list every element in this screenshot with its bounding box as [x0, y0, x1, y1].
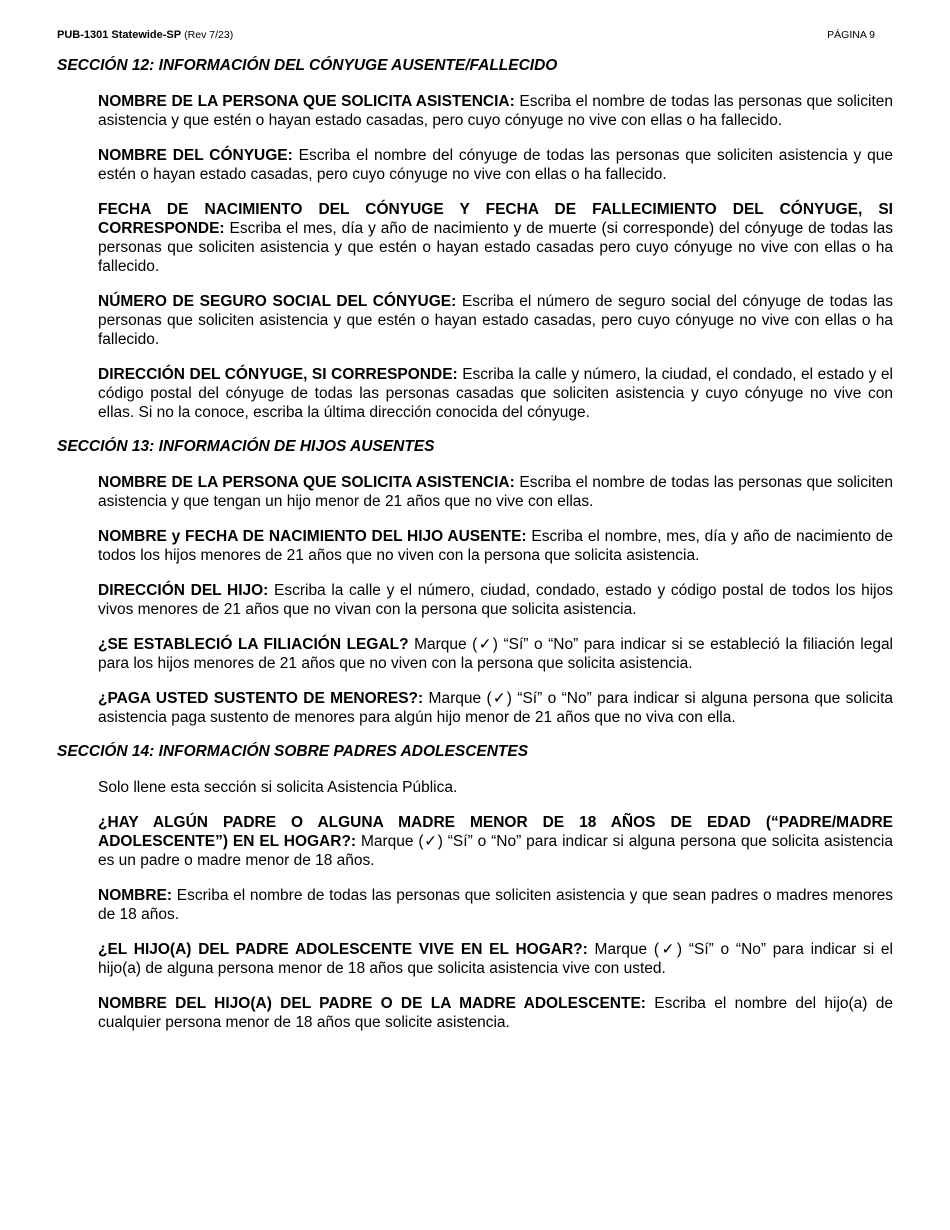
section-14-paragraph	[98, 940, 893, 978]
field-label: NOMBRE DEL HIJO(A) DEL PADRE O DE LA MADRE ADOLESCENTE:	[98, 995, 646, 1012]
document-body	[57, 56, 893, 1048]
field-description: Escriba el nombre de todas las personas que soliciten asistencia y que tengan un hijo menor de 21 años que no vive con ellas.	[98, 474, 893, 510]
section-12-paragraph	[98, 200, 893, 276]
section-13-paragraph	[98, 527, 893, 565]
field-description: Escriba el nombre de todas las personas que soliciten asistencia y que estén o hayan estado casadas, pero cuyo cónyuge no vive con ellas o ha fallecido.	[98, 93, 893, 129]
section-12-paragraph	[98, 292, 893, 349]
section-14-paragraph	[98, 994, 893, 1032]
field-description: Marque (✓) “Sí” o “No” para indicar si el hijo(a) de alguna persona menor de 18 años que solicita asistencia vive con usted.	[98, 941, 893, 977]
field-label: DIRECCIÓN DEL CÓNYUGE, SI CORRESPONDE:	[98, 366, 458, 383]
field-label: NOMBRE DE LA PERSONA QUE SOLICITA ASISTENCIA:	[98, 474, 515, 491]
section-12-paragraph	[98, 92, 893, 130]
section-13-paragraph	[98, 635, 893, 673]
field-description: Escriba el mes, día y año de nacimiento y de muerte (si corresponde) del cónyuge de todas las personas que soliciten asistencia y que estén o hayan estado casadas pero cuyo cónyuge no vive con ellas o ha fallecido.	[98, 220, 893, 275]
field-label: NOMBRE DEL CÓNYUGE:	[98, 147, 293, 164]
field-description: Escriba la calle y número, la ciudad, el condado, el estado y el código postal del cónyuge de todas las personas casadas que soliciten asistencia y cuyo cónyuge no vive con ellas. Si no la conoce, escriba la última dirección conocida del cónyuge.	[98, 366, 893, 421]
section-12-paragraph	[98, 146, 893, 184]
field-description: Marque (✓) “Sí” o “No” para indicar si alguna persona que solicita asistencia paga sustento de menores para algún hijo menor de 21 años que no viva con ella.	[98, 690, 893, 726]
field-label: NOMBRE y FECHA DE NACIMIENTO DEL HIJO AUSENTE:	[98, 528, 527, 545]
section-14-paragraph	[98, 886, 893, 924]
section-13-title: SECCIÓN 13: INFORMACIÓN DE HIJOS AUSENTES	[57, 438, 435, 455]
section-13-paragraph	[98, 689, 893, 727]
field-label: ¿EL HIJO(A) DEL PADRE ADOLESCENTE VIVE EN EL HOGAR?:	[98, 941, 588, 958]
section-14-title: SECCIÓN 14: INFORMACIÓN SOBRE PADRES ADOLESCENTES	[57, 743, 529, 760]
field-label: NOMBRE:	[98, 887, 173, 904]
revision-label: (Rev 7/23)	[184, 29, 234, 41]
section-12-title: SECCIÓN 12: INFORMACIÓN DEL CÓNYUGE AUSENTE/FALLECIDO	[57, 57, 558, 74]
field-label: ¿PAGA USTED SUSTENTO DE MENORES?:	[98, 690, 424, 707]
field-description: Escriba la calle y el número, ciudad, condado, estado y código postal de todos los hijos vivos menores de 21 años que no vivan con la persona que solicita asistencia.	[98, 582, 893, 618]
field-label: NOMBRE DE LA PERSONA QUE SOLICITA ASISTENCIA:	[98, 93, 515, 110]
field-label: DIRECCIÓN DEL HIJO:	[98, 582, 269, 599]
section-12-paragraph	[98, 365, 893, 422]
section-14-paragraph	[98, 813, 893, 870]
field-label: ¿SE ESTABLECIÓ LA FILIACIÓN LEGAL?	[98, 636, 409, 653]
field-description: Escriba el nombre del hijo(a) de cualquier persona menor de 18 años que solicite asistencia.	[98, 995, 893, 1031]
field-label: FECHA DE NACIMIENTO DEL CÓNYUGE Y FECHA DE FALLECIMIENTO DEL CÓNYUGE, SI CORRESPONDE:	[98, 201, 893, 237]
section-14-intro: Solo llene esta sección si solicita Asistencia Pública.	[98, 779, 458, 796]
form-id: PUB-1301 Statewide-SP	[57, 29, 182, 41]
section-13-paragraph	[98, 473, 893, 511]
field-label: ¿HAY ALGÚN PADRE O ALGUNA MADRE MENOR DE 18 AÑOS DE EDAD (“PADRE/MADRE ADOLESCENTE”) EN EL HOGAR?:	[98, 814, 893, 850]
field-description: Marque (✓) “Sí” o “No” para indicar si se estableció la filiación legal para los hijos menores de 21 años que no viven con la persona que solicita asistencia.	[98, 636, 894, 672]
section-13-paragraph	[98, 581, 893, 619]
field-description: Escriba el nombre de todas las personas que soliciten asistencia y que sean padres o madres menores de 18 años.	[98, 887, 893, 923]
field-label: NÚMERO DE SEGURO SOCIAL DEL CÓNYUGE:	[98, 293, 457, 310]
field-description: Escriba el nombre del cónyuge de todas las personas que soliciten asistencia y que estén o hayan estado casadas, pero cuyo cónyuge no vive con ellas o ha fallecido.	[98, 147, 893, 183]
page-number: PÁGINA 9	[827, 29, 875, 41]
field-description: Escriba el nombre, mes, día y año de nacimiento de todos los hijos menores de 21 años que no viven con la persona que solicita asistencia.	[98, 528, 893, 564]
field-description: Escriba el número de seguro social del cónyuge de todas las personas que soliciten asistencia y que estén o hayan estado casadas, pero cuyo cónyuge no vive con ellas o ha fallecido.	[98, 293, 893, 348]
field-description: Marque (✓) “Sí” o “No” para indicar si alguna persona que solicita asistencia es un padre o madre menor de 18 años.	[98, 833, 893, 869]
page-header	[57, 28, 875, 44]
